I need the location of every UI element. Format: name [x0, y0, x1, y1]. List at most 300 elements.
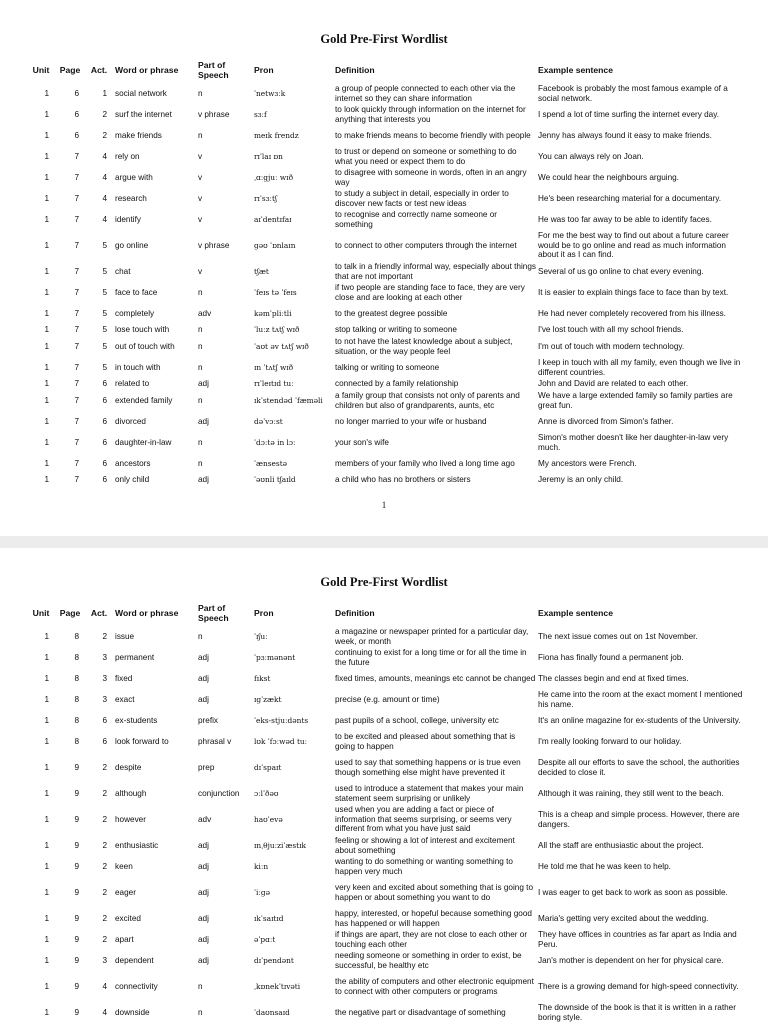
cell-pron: aɪˈdentɪfaɪ	[254, 214, 292, 224]
cell-pron: ɔːlˈðəʊ	[254, 788, 279, 798]
cell-word: connectivity	[115, 981, 158, 991]
page-separator	[0, 536, 768, 548]
cell-pron: ˈəʊnli tʃaɪld	[254, 475, 296, 485]
cell-pron: tʃæt	[254, 266, 269, 276]
cell-definition: connected by a family relationship	[335, 379, 459, 389]
cell-unit: 1	[44, 652, 49, 662]
cell-unit: 1	[44, 88, 49, 98]
cell-pos: adj	[198, 652, 209, 662]
cell-page: 8	[74, 715, 79, 725]
cell-definition: your son's wife	[335, 437, 389, 447]
cell-page: 7	[74, 308, 79, 318]
cell-word: make friends	[115, 130, 162, 140]
cell-example: All the staff are enthusiastic about the project.	[538, 840, 704, 850]
cell-pron: əˈpɑːt	[254, 934, 276, 944]
cell-unit: 1	[44, 1007, 49, 1017]
header-word: Word or phrase	[115, 608, 179, 618]
cell-unit: 1	[44, 475, 49, 485]
cell-word: dependent	[115, 955, 154, 965]
cell-definition: to not have the latest knowledge about a subject, situation, or the way people feel	[335, 337, 513, 356]
cell-pron: dɪˈspaɪt	[254, 762, 282, 772]
cell-pos: conjunction	[198, 788, 240, 798]
cell-act: 4	[102, 1007, 107, 1017]
cell-definition: very keen and excited about something that is going to happen or about something you want to do	[335, 883, 533, 902]
cell-word: related to	[115, 379, 150, 389]
cell-word: rely on	[115, 151, 140, 161]
cell-pron: ˈnetwɜːk	[254, 88, 286, 98]
cell-act: 5	[102, 362, 107, 372]
cell-act: 3	[102, 673, 107, 683]
cell-pos: n	[198, 88, 203, 98]
cell-act: 3	[102, 694, 107, 704]
table-row	[27, 336, 747, 357]
cell-example: Jan's mother is dependent on her for physical care.	[538, 955, 724, 965]
cell-pos: prep	[198, 762, 215, 772]
table-header-row	[27, 600, 747, 626]
cell-unit: 1	[44, 861, 49, 871]
cell-page: 8	[74, 652, 79, 662]
cell-pron: ɪkˈstendəd ˈfæməli	[254, 395, 323, 405]
header-unit: Unit	[32, 608, 50, 618]
header-page: Page	[59, 608, 81, 618]
cell-definition: a child who has no brothers or sisters	[335, 475, 471, 485]
cell-definition: members of your family who lived a long time ago	[335, 458, 515, 468]
cell-example: There is a growing demand for high-speed connectivity.	[538, 981, 739, 991]
cell-pos: n	[198, 287, 203, 297]
cell-act: 2	[102, 887, 107, 897]
cell-word: although	[115, 788, 147, 798]
cell-pos: n	[198, 362, 203, 372]
cell-pos: adj	[198, 694, 209, 704]
cell-pron: ˈdaʊnsaɪd	[254, 1007, 290, 1017]
cell-definition: a magazine or newspaper printed for a particular day, week, or month	[335, 627, 529, 646]
cell-act: 6	[102, 416, 107, 426]
cell-unit: 1	[44, 673, 49, 683]
cell-example: They have offices in countries as far apart as India and Peru.	[538, 930, 737, 949]
cell-unit: 1	[44, 416, 49, 426]
table-row	[27, 1002, 747, 1023]
cell-definition: to recognise and correctly name someone or something	[335, 210, 498, 229]
cell-pron: ˈdɔːtə in lɔː	[254, 437, 296, 447]
table-row	[27, 835, 747, 856]
table-row	[27, 83, 747, 104]
cell-unit: 1	[44, 266, 49, 276]
cell-definition: to trust or depend on someone or something to do what you need or expect them to do	[335, 147, 517, 166]
table-row	[27, 188, 747, 209]
document-page-2	[0, 548, 768, 1024]
cell-example: He's been researching material for a documentary.	[538, 193, 721, 203]
cell-word: daughter-in-law	[115, 437, 172, 447]
cell-page: 9	[74, 814, 79, 824]
cell-unit: 1	[44, 631, 49, 641]
table-row	[27, 167, 747, 188]
cell-unit: 1	[44, 458, 49, 468]
cell-example: Fiona has finally found a permanent job.	[538, 652, 684, 662]
cell-word: ex-students	[115, 715, 158, 725]
table-row	[27, 731, 747, 752]
table-row	[27, 390, 747, 411]
cell-pos: v	[198, 172, 203, 182]
header-definition: Definition	[335, 608, 375, 618]
cell-pos: n	[198, 1007, 203, 1017]
cell-unit: 1	[44, 109, 49, 119]
cell-word: despite	[115, 762, 142, 772]
cell-page: 8	[74, 673, 79, 683]
cell-act: 1	[102, 88, 107, 98]
table-row	[27, 783, 747, 804]
table-row	[27, 626, 747, 647]
cell-pos: n	[198, 437, 203, 447]
cell-pos: v phrase	[198, 109, 230, 119]
table-row	[27, 303, 747, 324]
cell-act: 2	[102, 109, 107, 119]
cell-example: He had never completely recovered from his illness.	[538, 308, 726, 318]
cell-act: 3	[102, 955, 107, 965]
cell-pron: rɪˈleɪtɪd tuː	[254, 379, 294, 389]
cell-word: look forward to	[115, 736, 169, 746]
cell-definition: to study a subject in detail, especially in order to discover new facts or test new ideas	[335, 189, 509, 208]
cell-act: 4	[102, 151, 107, 161]
cell-page: 6	[74, 88, 79, 98]
cell-act: 2	[102, 913, 107, 923]
header-unit: Unit	[32, 65, 50, 75]
cell-example: Simon's mother doesn't like her daughter-in-law very much.	[538, 433, 729, 452]
cell-unit: 1	[44, 788, 49, 798]
cell-definition: stop talking or writing to someone	[335, 325, 457, 335]
cell-pron: ɪnˌθjuːziˈæstɪk	[254, 840, 306, 850]
cell-example: I keep in touch with all my family, even though we live in different countries.	[538, 358, 741, 377]
cell-act: 3	[102, 652, 107, 662]
cell-word: research	[115, 193, 147, 203]
cell-act: 5	[102, 266, 107, 276]
cell-definition: past pupils of a school, college, university etc	[335, 715, 499, 725]
cell-example: Maria's getting very excited about the wedding.	[538, 913, 709, 923]
cell-page: 7	[74, 325, 79, 335]
cell-definition: used to introduce a statement that makes your main statement seem surprising or unlikely	[335, 784, 524, 803]
cell-act: 2	[102, 840, 107, 850]
cell-page: 9	[74, 788, 79, 798]
cell-word: extended family	[115, 395, 173, 405]
table-row	[27, 104, 747, 125]
cell-example: Despite all our efforts to save the school, the authorities decided to close it.	[538, 758, 740, 777]
cell-unit: 1	[44, 736, 49, 746]
cell-word: face to face	[115, 287, 158, 297]
cell-definition: used when you are adding a fact or piece of information that seems surprising, or seems very different from what you have just said	[335, 805, 512, 834]
table-row	[27, 324, 747, 336]
header-act: Act.	[90, 608, 108, 618]
table-row	[27, 710, 747, 731]
table-row	[27, 474, 747, 486]
cell-pos: v	[198, 214, 203, 224]
cell-example: I was eager to get back to work as soon as possible.	[538, 887, 728, 897]
cell-act: 6	[102, 736, 107, 746]
cell-pos: v	[198, 151, 203, 161]
header-pos: Part of Speech	[198, 60, 229, 80]
cell-word: enthusiastic	[115, 840, 159, 850]
cell-pos: adj	[198, 913, 209, 923]
cell-act: 6	[102, 715, 107, 725]
cell-pron: ˈpɜːmənənt	[254, 652, 296, 662]
header-pron: Pron	[254, 608, 274, 618]
cell-pron: ˈɪʃuː	[254, 631, 268, 641]
cell-definition: a group of people connected to each other via the internet so they can share information	[335, 84, 516, 103]
cell-unit: 1	[44, 325, 49, 335]
table-header-row	[27, 57, 747, 83]
header-page: Page	[59, 65, 81, 75]
cell-definition: wanting to do something or wanting something to happen very much	[335, 857, 513, 876]
cell-page: 6	[74, 130, 79, 140]
cell-definition: if two people are standing face to face, they are very close and are looking at each other	[335, 283, 525, 302]
wordlist-table	[27, 57, 747, 486]
cell-definition: used to say that something happens or is true even though something else might have prevented it	[335, 758, 521, 777]
cell-pron: dəˈvɔːst	[254, 416, 283, 426]
cell-act: 6	[102, 379, 107, 389]
cell-example: John and David are related to each other.	[538, 379, 689, 389]
cell-definition: happy, interested, or hopeful because something good has happened or will happen	[335, 909, 532, 928]
cell-unit: 1	[44, 193, 49, 203]
cell-pron: sɜːf	[254, 109, 267, 119]
cell-pos: n	[198, 981, 203, 991]
cell-definition: precise (e.g. amount or time)	[335, 694, 440, 704]
cell-unit: 1	[44, 913, 49, 923]
table-row	[27, 908, 747, 929]
cell-page: 8	[74, 736, 79, 746]
cell-act: 2	[102, 130, 107, 140]
table-row	[27, 357, 747, 378]
cell-page: 9	[74, 762, 79, 772]
cell-unit: 1	[44, 308, 49, 318]
cell-pos: adj	[198, 934, 209, 944]
cell-example: I'm really looking forward to our holiday.	[538, 736, 682, 746]
header-act: Act.	[90, 65, 108, 75]
cell-word: identify	[115, 214, 141, 224]
table-row	[27, 453, 747, 474]
cell-word: eager	[115, 887, 136, 897]
cell-pos: adj	[198, 379, 209, 389]
cell-act: 6	[102, 395, 107, 405]
cell-definition: the negative part or disadvantage of something	[335, 1007, 506, 1017]
cell-definition: to talk in a friendly informal way, especially about things that are not important	[335, 262, 536, 281]
cell-word: lose touch with	[115, 325, 170, 335]
cell-example: For me the best way to find out about a future career would be to go online and read as much information about it as I can find.	[538, 231, 729, 260]
cell-page: 7	[74, 341, 79, 351]
cell-word: divorced	[115, 416, 146, 426]
cell-pos: adj	[198, 840, 209, 850]
cell-example: I'm out of touch with modern technology.	[538, 341, 685, 351]
cell-pos: adj	[198, 475, 209, 485]
cell-definition: the ability of computers and other electronic equipment to connect with other computers or programs	[335, 977, 534, 996]
table-row	[27, 856, 747, 877]
cell-example: He was too far away to be able to identify faces.	[538, 214, 712, 224]
cell-page: 7	[74, 475, 79, 485]
cell-act: 6	[102, 437, 107, 447]
page-number: 1	[381, 500, 387, 510]
cell-page: 7	[74, 416, 79, 426]
cell-example: Jenny has always found it easy to make friends.	[538, 130, 712, 140]
cell-pron: ˌkɒnekˈtɪvəti	[254, 981, 301, 991]
cell-pron: kəmˈpliːtli	[254, 308, 292, 318]
cell-unit: 1	[44, 762, 49, 772]
cell-act: 5	[102, 287, 107, 297]
cell-unit: 1	[44, 934, 49, 944]
cell-example: I've lost touch with all my school friends.	[538, 325, 684, 335]
cell-pos: n	[198, 130, 203, 140]
cell-word: downside	[115, 1007, 150, 1017]
cell-act: 2	[102, 861, 107, 871]
cell-example: Several of us go online to chat every evening.	[538, 266, 704, 276]
cell-example: We could hear the neighbours arguing.	[538, 172, 679, 182]
cell-definition: to look quickly through information on the internet for anything that interests you	[335, 105, 526, 124]
cell-pron: fɪkst	[254, 673, 271, 683]
cell-pos: adv	[198, 814, 212, 824]
cell-word: excited	[115, 913, 141, 923]
cell-page: 9	[74, 955, 79, 965]
cell-pron: ɪkˈsaɪtɪd	[254, 913, 284, 923]
cell-word: social network	[115, 88, 167, 98]
cell-word: permanent	[115, 652, 155, 662]
cell-page: 8	[74, 694, 79, 704]
table-row	[27, 378, 747, 390]
wordlist-table	[27, 600, 747, 1023]
cell-pos: n	[198, 341, 203, 351]
cell-pron: dɪˈpendənt	[254, 955, 294, 965]
cell-act: 6	[102, 475, 107, 485]
cell-example: You can always rely on Joan.	[538, 151, 644, 161]
cell-pron: lʊk ˈfɔːwəd tuː	[254, 736, 308, 746]
cell-definition: to be excited and pleased about something that is going to happen	[335, 732, 516, 751]
cell-word: fixed	[115, 673, 133, 683]
cell-pos: adv	[198, 308, 212, 318]
cell-definition: a family group that consists not only of parents and children but also of grandparents, aunts, etc	[335, 391, 520, 410]
cell-definition: talking or writing to someone	[335, 362, 440, 372]
cell-act: 2	[102, 631, 107, 641]
cell-example: We have a large extended family so family parties are great fun.	[538, 391, 733, 410]
cell-act: 5	[102, 341, 107, 351]
cell-example: Facebook is probably the most famous example of a social network.	[538, 84, 728, 103]
cell-unit: 1	[44, 694, 49, 704]
cell-page: 7	[74, 287, 79, 297]
table-row	[27, 647, 747, 668]
header-example: Example sentence	[538, 65, 613, 75]
cell-pron: kiːn	[254, 861, 269, 871]
cell-unit: 1	[44, 887, 49, 897]
cell-unit: 1	[44, 814, 49, 824]
cell-pos: adj	[198, 416, 209, 426]
table-row	[27, 689, 747, 710]
header-definition: Definition	[335, 65, 375, 75]
cell-pos: prefix	[198, 715, 219, 725]
cell-page: 8	[74, 631, 79, 641]
table-row	[27, 804, 747, 835]
cell-pron: haʊˈevə	[254, 814, 283, 824]
cell-word: however	[115, 814, 146, 824]
cell-example: Although it was raining, they still went to the beach.	[538, 788, 724, 798]
cell-pos: adj	[198, 673, 209, 683]
table-row	[27, 282, 747, 303]
cell-word: issue	[115, 631, 135, 641]
cell-example: This is a cheap and simple process. However, there are dangers.	[538, 810, 740, 829]
document-title: Gold Pre-First Wordlist	[320, 32, 448, 46]
cell-pron: rɪˈsɜːtʃ	[254, 193, 277, 203]
cell-unit: 1	[44, 240, 49, 250]
cell-page: 9	[74, 981, 79, 991]
table-row	[27, 261, 747, 282]
cell-page: 7	[74, 458, 79, 468]
cell-pron: ˈfeɪs tə ˈfeɪs	[254, 287, 297, 297]
table-row	[27, 146, 747, 167]
cell-unit: 1	[44, 362, 49, 372]
cell-definition: continuing to exist for a long time or for all the time in the future	[335, 648, 527, 667]
cell-page: 9	[74, 934, 79, 944]
cell-page: 7	[74, 240, 79, 250]
cell-word: only child	[115, 475, 150, 485]
cell-pos: n	[198, 631, 203, 641]
header-word: Word or phrase	[115, 65, 179, 75]
cell-pron: ɪgˈzækt	[254, 694, 282, 704]
cell-page: 7	[74, 214, 79, 224]
cell-page: 7	[74, 266, 79, 276]
cell-act: 2	[102, 934, 107, 944]
table-row	[27, 668, 747, 689]
cell-pos: n	[198, 395, 203, 405]
cell-act: 2	[102, 762, 107, 772]
document-title: Gold Pre-First Wordlist	[320, 575, 448, 589]
cell-page: 7	[74, 395, 79, 405]
cell-act: 5	[102, 308, 107, 318]
cell-example: It is easier to explain things face to face than by text.	[538, 287, 729, 297]
cell-word: in touch with	[115, 362, 161, 372]
cell-word: ancestors	[115, 458, 151, 468]
cell-word: argue with	[115, 172, 153, 182]
wordlist-body	[27, 83, 747, 486]
cell-example: The classes begin and end at fixed times.	[538, 673, 689, 683]
cell-pron: ˈaʊt əv tʌtʃ wɪð	[254, 341, 309, 351]
cell-page: 7	[74, 151, 79, 161]
cell-unit: 1	[44, 287, 49, 297]
cell-unit: 1	[44, 214, 49, 224]
cell-example: The downside of the book is that it is written in a rather boring style.	[538, 1003, 736, 1022]
cell-pron: ˈiːgə	[254, 887, 270, 897]
cell-act: 2	[102, 788, 107, 798]
cell-pron: meɪk frendz	[254, 130, 299, 140]
cell-definition: needing someone or something in order to exist, be successful, be healthy etc	[335, 951, 522, 970]
table-row	[27, 877, 747, 908]
cell-unit: 1	[44, 437, 49, 447]
cell-unit: 1	[44, 172, 49, 182]
cell-unit: 1	[44, 715, 49, 725]
cell-word: completely	[115, 308, 155, 318]
cell-pos: v	[198, 266, 203, 276]
table-row	[27, 411, 747, 432]
cell-definition: no longer married to your wife or husband	[335, 416, 487, 426]
wordlist-body	[27, 626, 747, 1023]
cell-page: 9	[74, 840, 79, 850]
cell-unit: 1	[44, 395, 49, 405]
cell-example: It's an online magazine for ex-students of the University.	[538, 715, 741, 725]
cell-pron: ˈeks-stjuːdənts	[254, 715, 309, 725]
cell-example: He told me that he was keen to help.	[538, 861, 671, 871]
cell-act: 5	[102, 240, 107, 250]
cell-pos: n	[198, 458, 203, 468]
cell-definition: fixed times, amounts, meanings etc cannot be changed	[335, 673, 536, 683]
cell-pos: n	[198, 325, 203, 335]
cell-pron: ɪn ˈtʌtʃ wɪð	[254, 362, 294, 372]
cell-act: 6	[102, 458, 107, 468]
table-row	[27, 950, 747, 971]
cell-example: He came into the room at the exact moment I mentioned his name.	[538, 690, 743, 709]
cell-page: 7	[74, 379, 79, 389]
cell-page: 7	[74, 437, 79, 447]
